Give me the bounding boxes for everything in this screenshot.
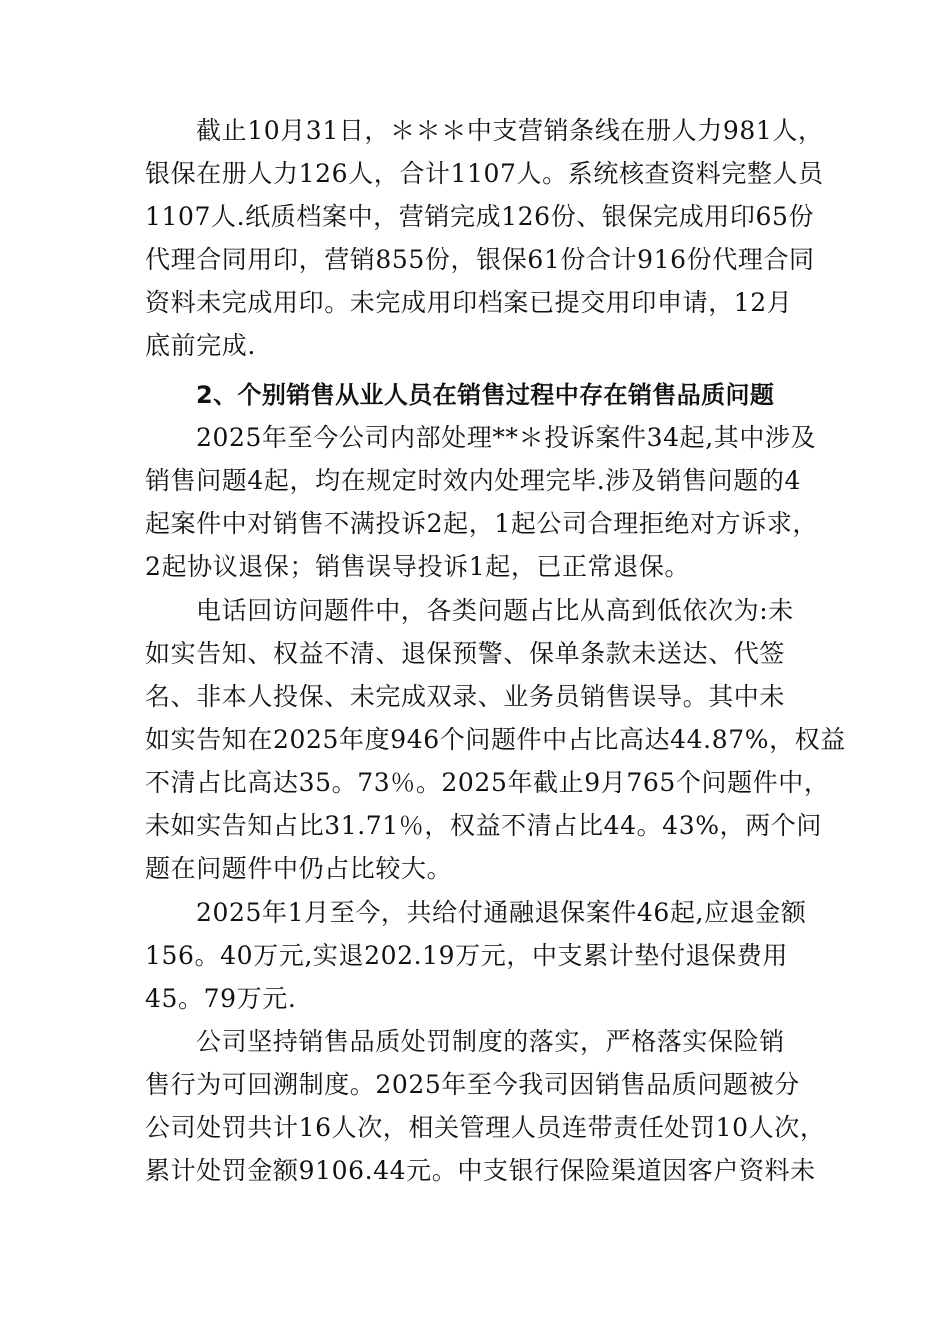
paragraph-line: 销售问题4起，均在规定时效内处理完毕.涉及销售问题的4 bbox=[145, 466, 801, 495]
paragraph-line: 截止10月31日，＊＊＊中支营销条线在册人力981人， bbox=[196, 116, 824, 145]
paragraph-line: 底前完成. bbox=[145, 331, 256, 360]
paragraph-line: 45。79万元. bbox=[145, 984, 297, 1013]
paragraph-line: 累计处罚金额9106.44元。中支银行保险渠道因客户资料未 bbox=[145, 1156, 816, 1185]
paragraph-line: 不清占比高达35。73％。2025年截止9月765个问题件中， bbox=[145, 768, 830, 797]
paragraph-line: 资料未完成用印。未完成用印档案已提交用印申请，12月 bbox=[145, 288, 793, 317]
paragraph-line: 如实告知在2025年度946个问题件中占比高达44.87%，权益 bbox=[145, 725, 846, 754]
paragraph-line: 2025年至今公司内部处理**＊投诉案件34起,其中涉及 bbox=[196, 423, 817, 452]
paragraph-line: 如实告知、权益不清、退保预警、保单条款未送达、代签 bbox=[145, 639, 786, 668]
paragraph-line: 银保在册人力126人，合计1107人。系统核查资料完整人员 bbox=[145, 159, 824, 188]
paragraph-line: 电话回访问题件中，各类问题占比从高到低依次为:未 bbox=[196, 596, 794, 625]
paragraph-line: 公司处罚共计16人次，相关管理人员连带责任处罚10人次， bbox=[145, 1113, 826, 1142]
paragraph-line: 2起协议退保；销售误导投诉1起，已正常退保。 bbox=[145, 552, 691, 581]
paragraph-line: 公司坚持销售品质处罚制度的落实，严格落实保险销 bbox=[196, 1027, 785, 1056]
paragraph-line: 156。40万元,实退202.19万元，中支累计垫付退保费用 bbox=[145, 941, 788, 970]
paragraph-line: 代理合同用印，营销855份，银保61份合计916份代理合同 bbox=[145, 245, 815, 274]
paragraph-line: 未如实告知占比31.71％，权益不清占比44。43%，两个问 bbox=[145, 811, 822, 840]
paragraph-line: 2025年1月至今，共给付通融退保案件46起,应退金额 bbox=[196, 898, 807, 927]
paragraph-line: 名、非本人投保、未完成双录、业务员销售误导。其中未 bbox=[145, 682, 786, 711]
paragraph-line: 售行为可回溯制度。2025年至今我司因销售品质问题被分 bbox=[145, 1070, 800, 1099]
section-heading: 2、个别销售从业人员在销售过程中存在销售品质问题 bbox=[196, 381, 775, 409]
paragraph-line: 题在问题件中仍占比较大。 bbox=[145, 854, 453, 883]
paragraph-line: 1107人.纸质档案中，营销完成126份、银保完成用印65份 bbox=[145, 202, 815, 231]
paragraph-line: 起案件中对销售不满投诉2起，1起公司合理拒绝对方诉求， bbox=[145, 509, 819, 538]
